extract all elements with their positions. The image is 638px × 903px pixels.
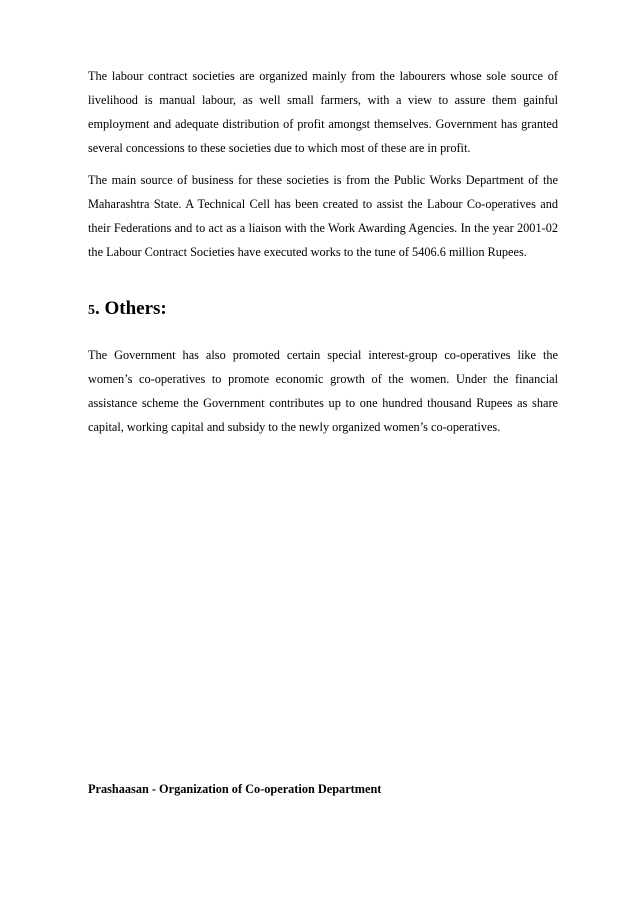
paragraph-labour-societies: The labour contract societies are organized mainly from the labourers whose sole source of livelihood is manual labour, as well small farmers, with a view to assure them gainful employment and adequate distribution of profit amongst themselves. Government has granted several concessions to these societies due to which most of these are in profit.	[88, 69, 558, 155]
section-heading-others	[88, 295, 167, 325]
section-number: 5	[88, 303, 95, 318]
section-title: . Others:	[95, 298, 167, 319]
paragraph-special-interest: The Government has also promoted certain special interest-group co-operatives like the women’s co-operatives to promote economic growth of the women. Under the financial assistance scheme the Government contributes up to one hundred thousand Rupees as share capital, working capital and subsidy to the newly organized women’s co-operatives.	[88, 348, 558, 434]
paragraph-business-source: The main source of business for these societies is from the Public Works Department of the Maharashtra State. A Technical Cell has been created to assist the Labour Co-operatives and their Federations and to act as a liaison with the Work Awarding Agencies. In the year 2001-02 the Labour Contract Societies have executed works to the tune of 5406.6 million Rupees.	[88, 173, 558, 259]
next-section-title: Prashaasan - Organization of Co-operation Department	[88, 782, 382, 796]
